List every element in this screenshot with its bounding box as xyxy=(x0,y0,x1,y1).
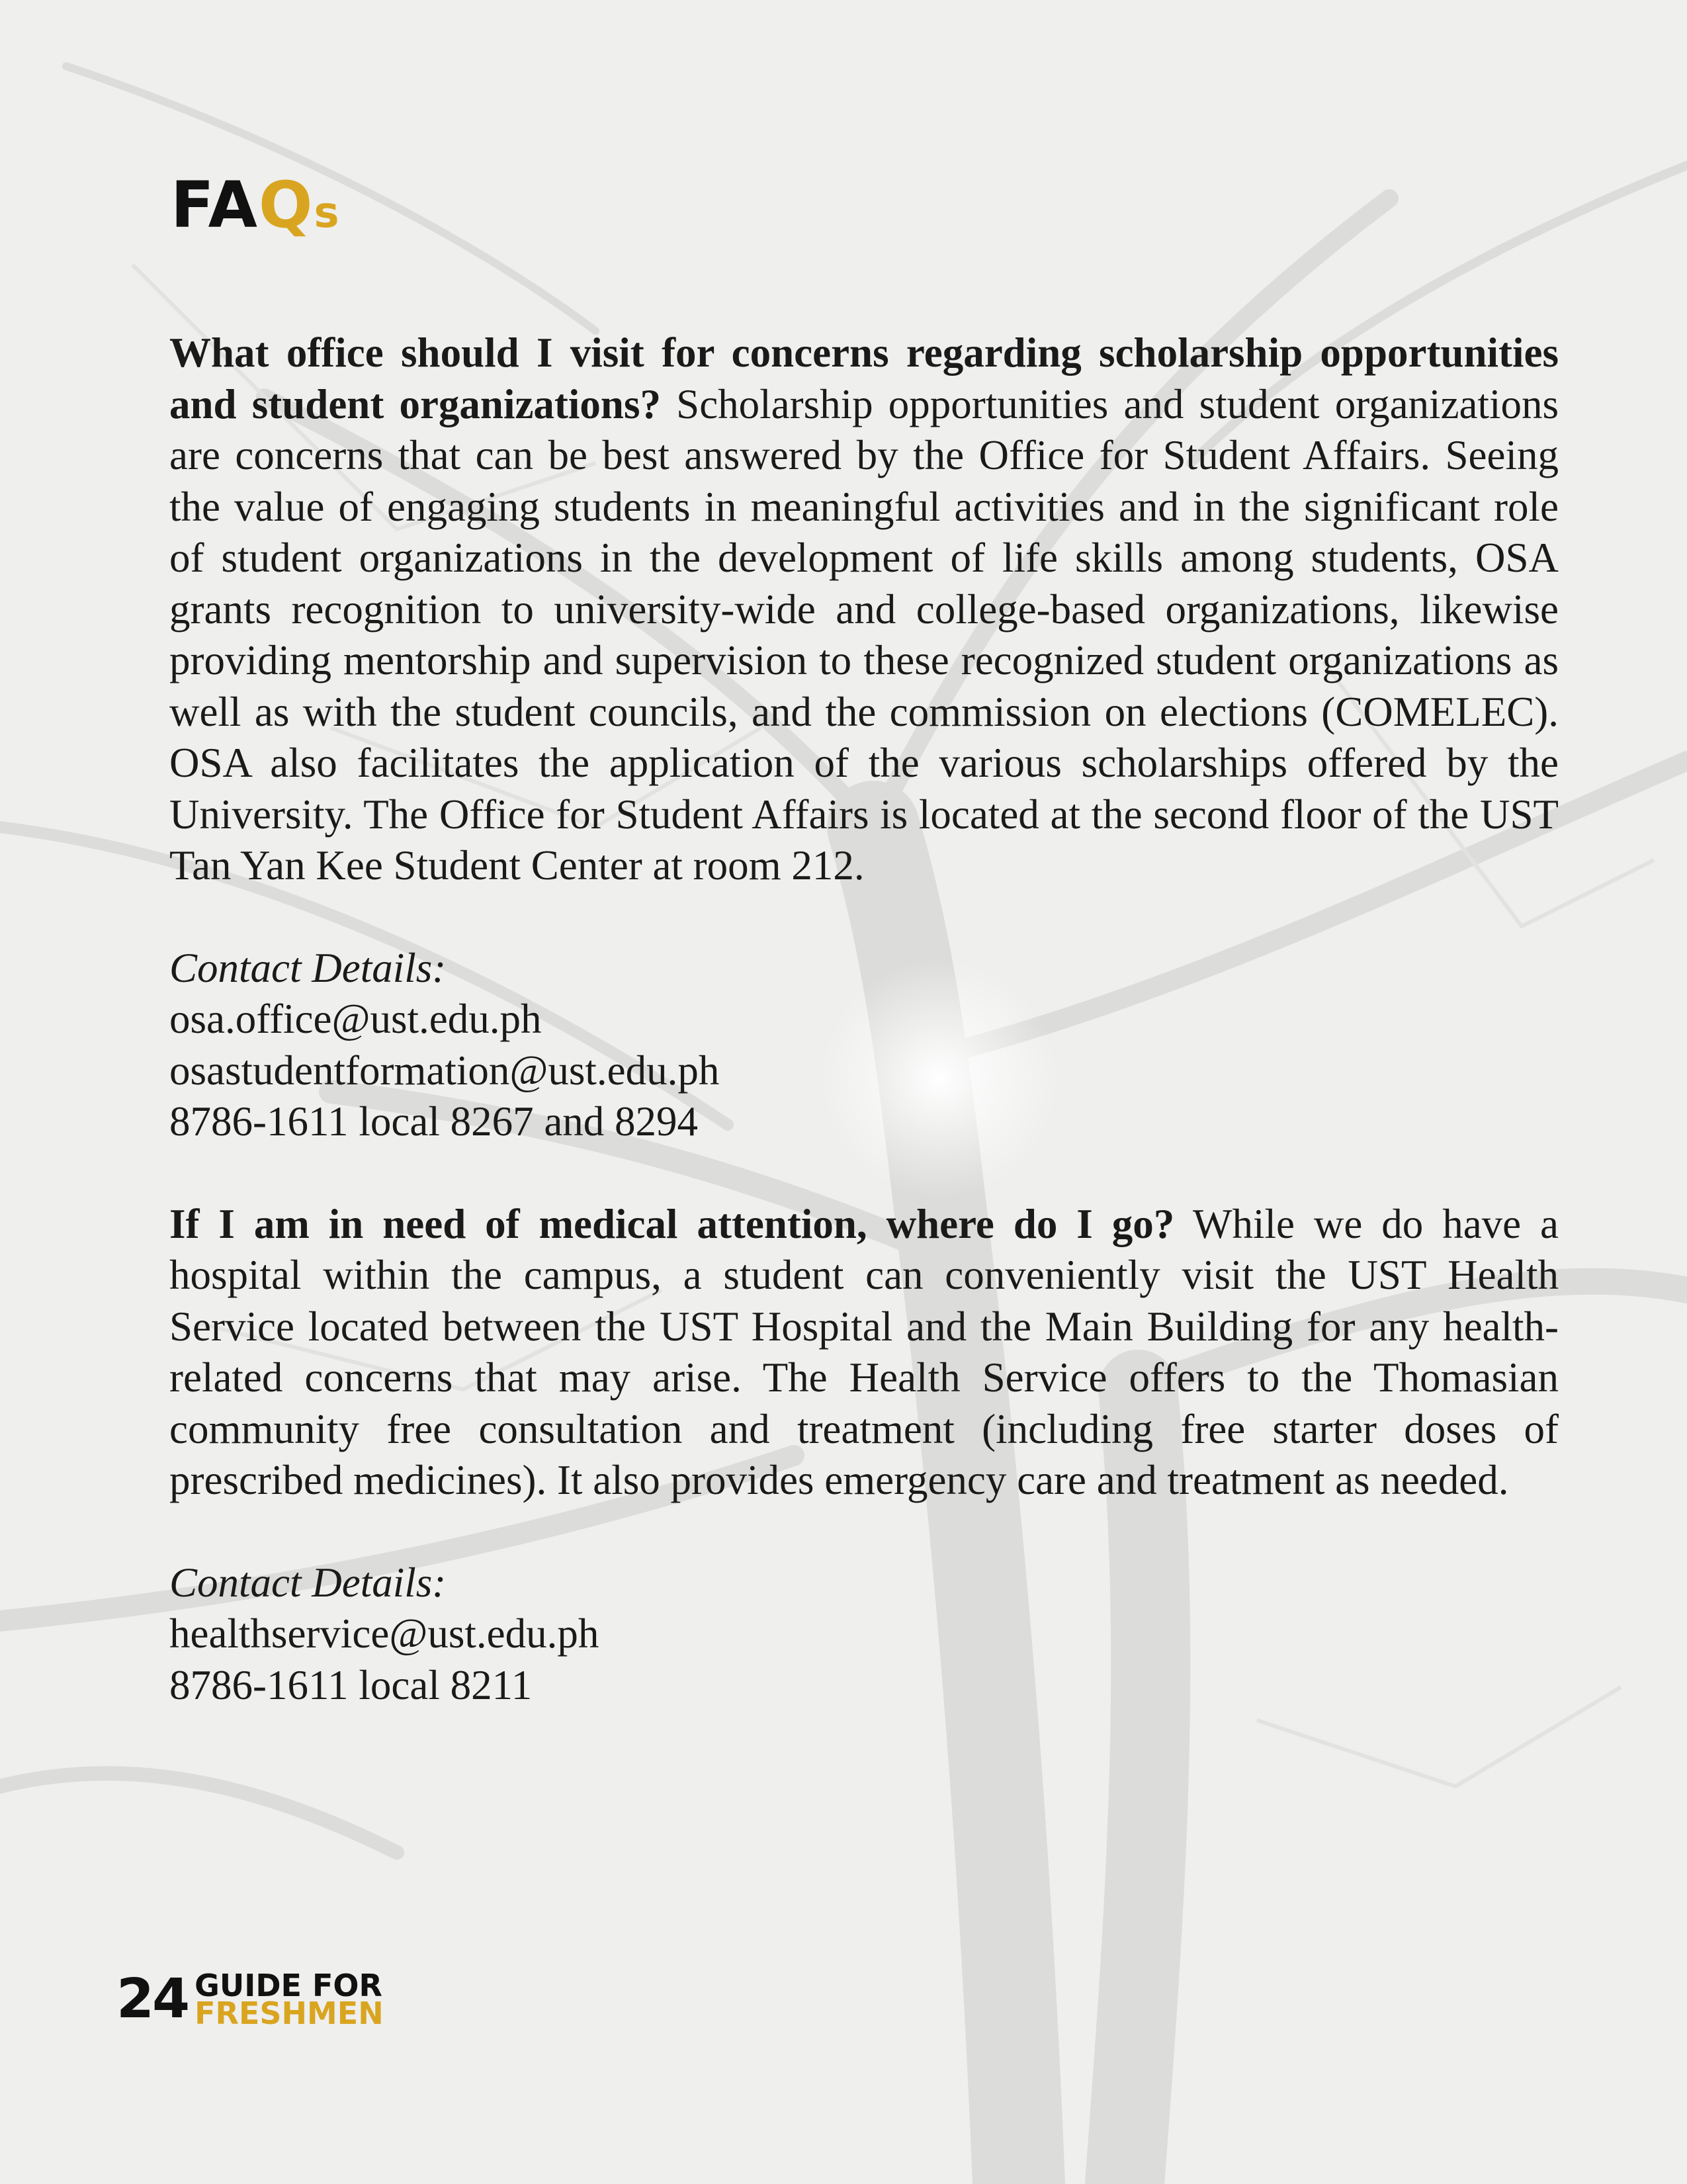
contact-details-osa xyxy=(169,943,1559,1148)
brand-line-1: GUIDE FOR xyxy=(195,1968,382,2003)
contact-phone: 8786-1611 local 8211 xyxy=(169,1661,533,1708)
faq-content xyxy=(169,328,1559,1711)
contact-details-health xyxy=(169,1557,1559,1712)
faq-answer: Scholarship opportunities and student organizations are concerns that can be best answered by the Office for Student Affairs. Seeing the value of engaging students in meaningful activities and in the significant role of student organizations in the development of life skills among students, OSA grants recognition to university-wide and college-based organizations, likewise providing mentorship and supervision to these recognized student organizations as well as with the student councils, and the commission on elections (COMELEC). OSA also facilitates the application of the various scholarships offered by the University. The Office for Student Affairs is located at the second floor of the UST Tan Yan Kee Student Center at room 212. xyxy=(169,380,1559,889)
contact-label: Contact Details: xyxy=(169,1559,447,1606)
page-number: 24 xyxy=(116,1968,189,2031)
faq-question: If I am in need of medical attention, where do I go? xyxy=(169,1200,1175,1247)
footer xyxy=(116,1968,384,2032)
contact-email: osa.office@ust.edu.ph xyxy=(169,996,542,1042)
faq-item-health xyxy=(169,1199,1559,1507)
faq-question: What office should I visit for concerns regarding scholarship opportunities and student organizations? xyxy=(169,329,1559,427)
page-title: FAQs xyxy=(171,168,341,242)
contact-label: Contact Details: xyxy=(169,944,447,991)
brand-line-2: FRESHMEN xyxy=(195,1995,384,2032)
guide-brand xyxy=(195,1968,384,2032)
contact-email: osastudentformation@ust.edu.ph xyxy=(169,1047,720,1094)
contact-email: healthservice@ust.edu.ph xyxy=(169,1610,599,1657)
faq-answer: While we do have a hospital within the campus, a student can conveniently visit the UST Health Service located between the UST Hospital and the Main Building for any health-related concerns that may arise. The Health Service offers to the Thomasian community free consultation and treatment (including free starter doses of prescribed medicines). It also provides emergency care and treatment as needed. xyxy=(169,1200,1559,1503)
faq-item-osa xyxy=(169,328,1559,892)
contact-phone: 8786-1611 local 8267 and 8294 xyxy=(169,1098,699,1145)
